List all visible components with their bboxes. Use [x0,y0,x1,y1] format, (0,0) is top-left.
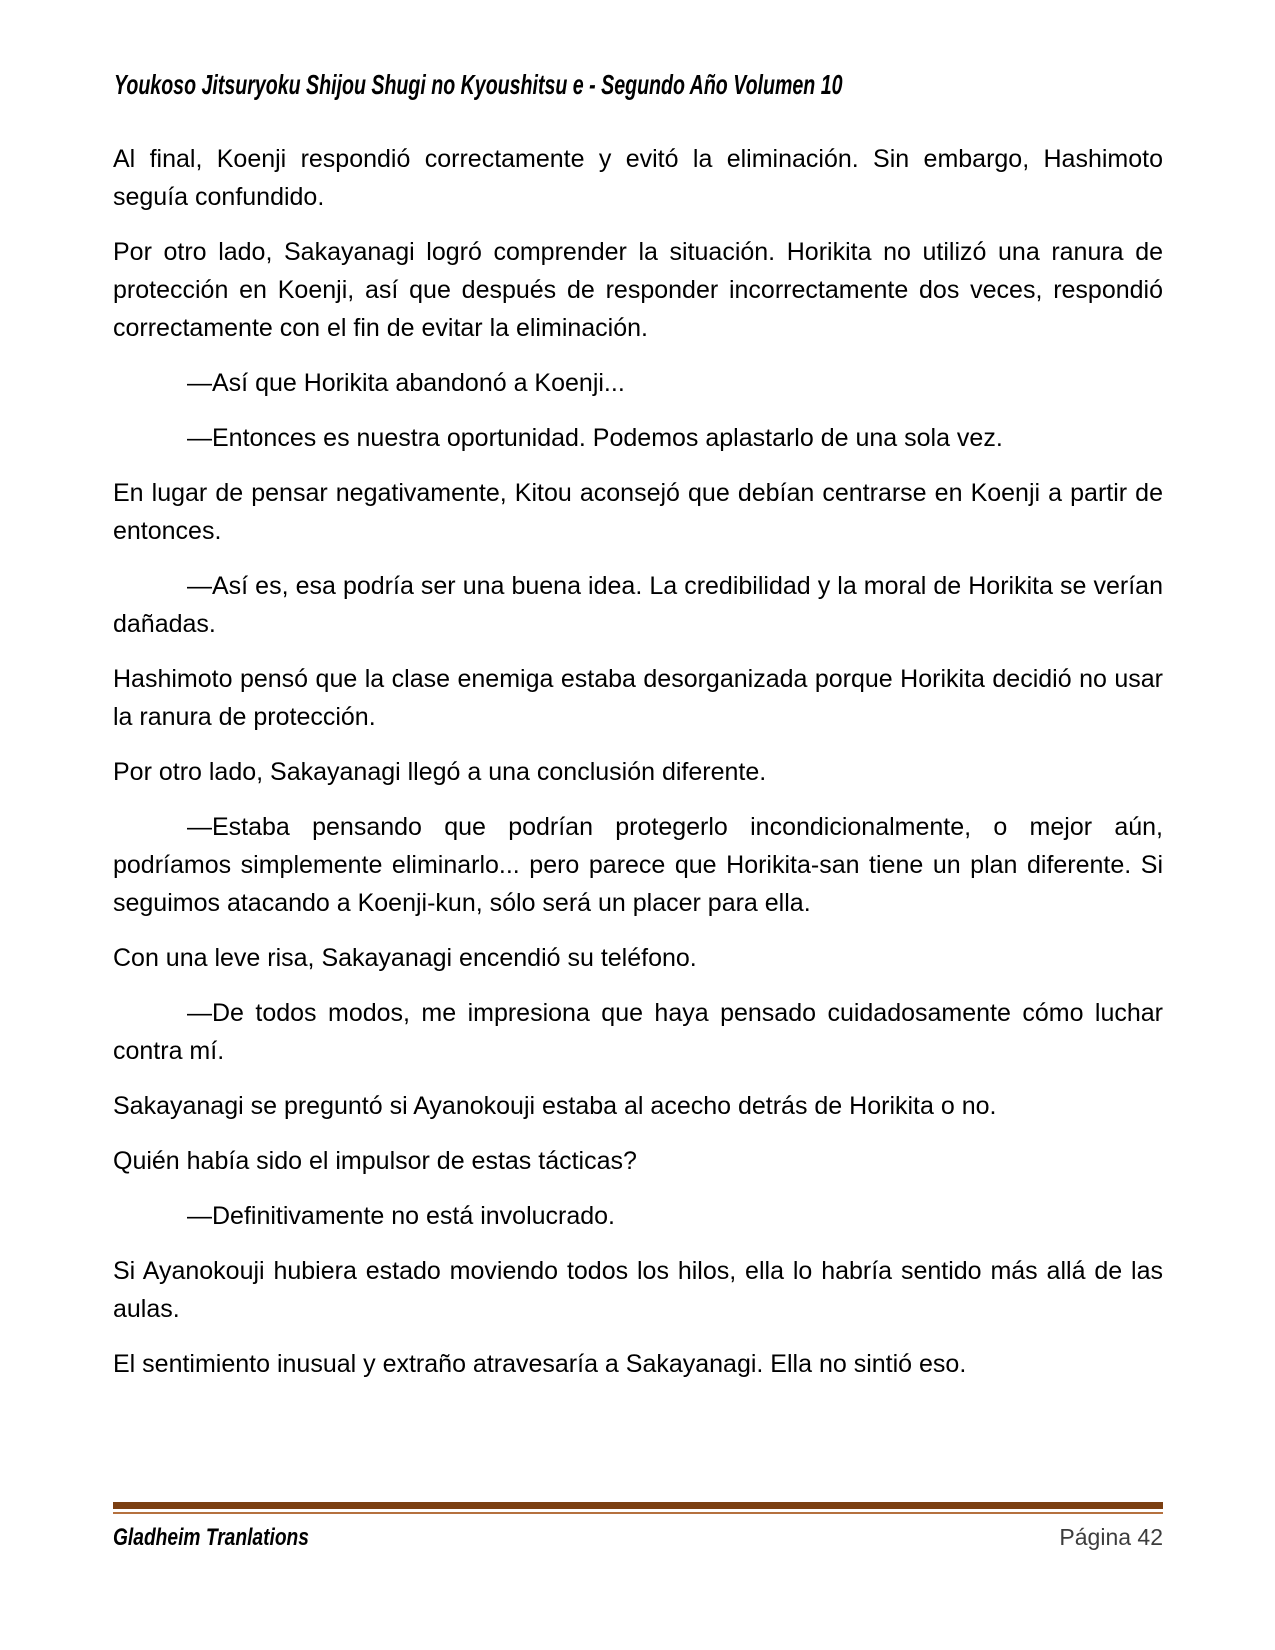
dialogue-paragraph: —Entonces es nuestra oportunidad. Podemos aplastarlo de una sola vez. [187,424,1003,452]
narration-paragraph: Sakayanagi se preguntó si Ayanokouji estaba al acecho detrás de Horikita o no. [113,1092,997,1120]
narration-paragraph: Al final, Koenji respondió correctamente y evitó la eliminación. Sin embargo, Hashimoto seguía confundido. [113,145,1163,211]
narration-paragraph: El sentimiento inusual y extraño atravesaría a Sakayanagi. Ella no sintió eso. [113,1350,967,1378]
narration-paragraph: Si Ayanokouji hubiera estado moviendo todos los hilos, ella lo habría sentido más allá de las aulas. [113,1257,1163,1323]
narration-paragraph: Hashimoto pensó que la clase enemiga estaba desorganizada porque Horikita decidió no usar la ranura de protección. [113,665,1163,731]
document-body [113,140,1163,1400]
dialogue-paragraph: —Así que Horikita abandonó a Koenji... [187,369,625,397]
narration-paragraph: Por otro lado, Sakayanagi logró comprender la situación. Horikita no utilizó una ranura de protección en Koenji, así que después de responder incorrectamente dos veces, respondió correctamente con el fin de evitar la eliminación. [113,238,1163,342]
narration-paragraph: Quién había sido el impulsor de estas tácticas? [113,1147,637,1175]
dialogue-paragraph: —De todos modos, me impresiona que haya pensado cuidadosamente cómo luchar contra mí. [113,999,1163,1065]
dialogue-paragraph: —Así es, esa podría ser una buena idea. La credibilidad y la moral de Horikita se verían dañadas. [113,572,1163,638]
dialogue-paragraph: —Definitivamente no está involucrado. [187,1202,616,1230]
page-header-title: Youkoso Jitsuryoku Shijou Shugi no Kyoushitsu e - Segundo Año Volumen 10 [114,69,843,100]
narration-paragraph: En lugar de pensar negativamente, Kitou aconsejó que debían centrarse en Koenji a partir de entonces. [113,479,1163,545]
document-header [114,70,1164,100]
narration-paragraph: Con una leve risa, Sakayanagi encendió su teléfono. [113,944,697,972]
footer-divider-thick [113,1502,1163,1509]
document-footer [113,1502,1163,1552]
footer-page-number: Página 42 [1059,1524,1163,1550]
dialogue-paragraph: —Estaba pensando que podrían protegerlo incondicionalmente, o mejor aún, podríamos simplemente eliminarlo... pero parece que Horikita-san tiene un plan diferente. Si seguimos atacando a Koenji-kun, sólo será un placer para ella. [113,813,1163,917]
footer-row [113,1523,1163,1552]
narration-paragraph: Por otro lado, Sakayanagi llegó a una conclusión diferente. [113,758,767,786]
footer-brand: Gladheim Tranlations [113,1524,309,1551]
footer-divider-thin [113,1512,1163,1514]
